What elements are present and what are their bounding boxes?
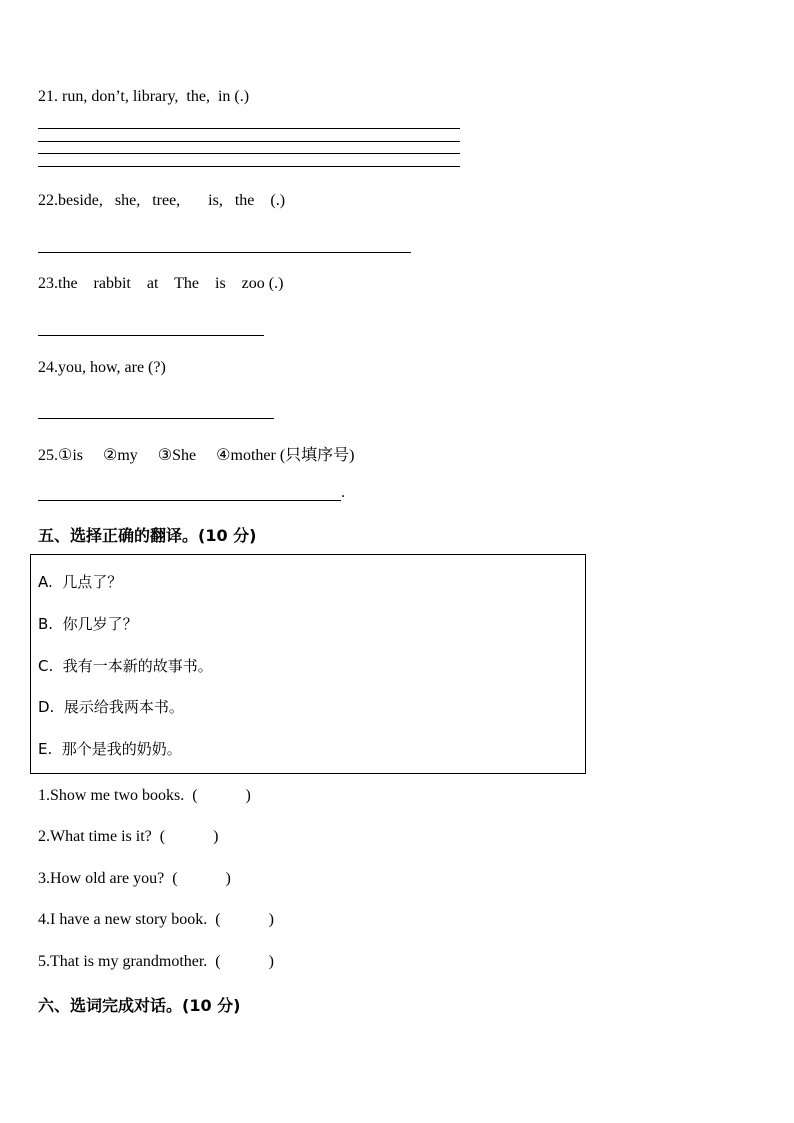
question-22: 22.beside, she, tree, is, the (.) <box>38 192 286 209</box>
section-6-title: 六、选词完成对话。(10 分) <box>38 996 241 1015</box>
question-24: 24.you, how, are (?) <box>38 359 166 376</box>
answer-line-25[interactable] <box>38 500 341 501</box>
translation-question-4[interactable]: 4.I have a new story book. ( ) <box>38 911 274 928</box>
translation-question-2[interactable]: 2.What time is it? ( ) <box>38 828 219 845</box>
answer-line-21-1[interactable] <box>38 128 460 129</box>
section-5-title: 五、选择正确的翻译。(10 分) <box>38 526 257 545</box>
question-23: 23.the rabbit at The is zoo (.) <box>38 275 284 292</box>
answer-line-24[interactable] <box>38 418 274 419</box>
option-a: A. 几点了？ <box>38 573 123 591</box>
option-d: D. 展示给我两本书。 <box>38 698 184 716</box>
answer-line-23[interactable] <box>38 335 264 336</box>
translation-question-3[interactable]: 3.How old are you? ( ) <box>38 870 231 887</box>
translation-question-5[interactable]: 5.That is my grandmother. ( ) <box>38 953 274 970</box>
translation-question-1[interactable]: 1.Show me two books. ( ) <box>38 787 251 804</box>
option-c: C. 我有一本新的故事书。 <box>38 657 213 675</box>
answer-line-25-period: . <box>341 484 345 501</box>
answer-line-21-4[interactable] <box>38 166 460 167</box>
option-b: B. 你几岁了？ <box>38 615 138 633</box>
question-25: 25.①is ②my ③She ④mother (只填序号) <box>38 447 355 464</box>
answer-line-21-2[interactable] <box>38 141 460 142</box>
answer-line-22[interactable] <box>38 252 411 253</box>
answer-line-21-3[interactable] <box>38 153 460 154</box>
question-21: 21. run, don’t, library, the, in (.) <box>38 88 250 105</box>
option-e: E. 那个是我的奶奶。 <box>38 740 182 758</box>
